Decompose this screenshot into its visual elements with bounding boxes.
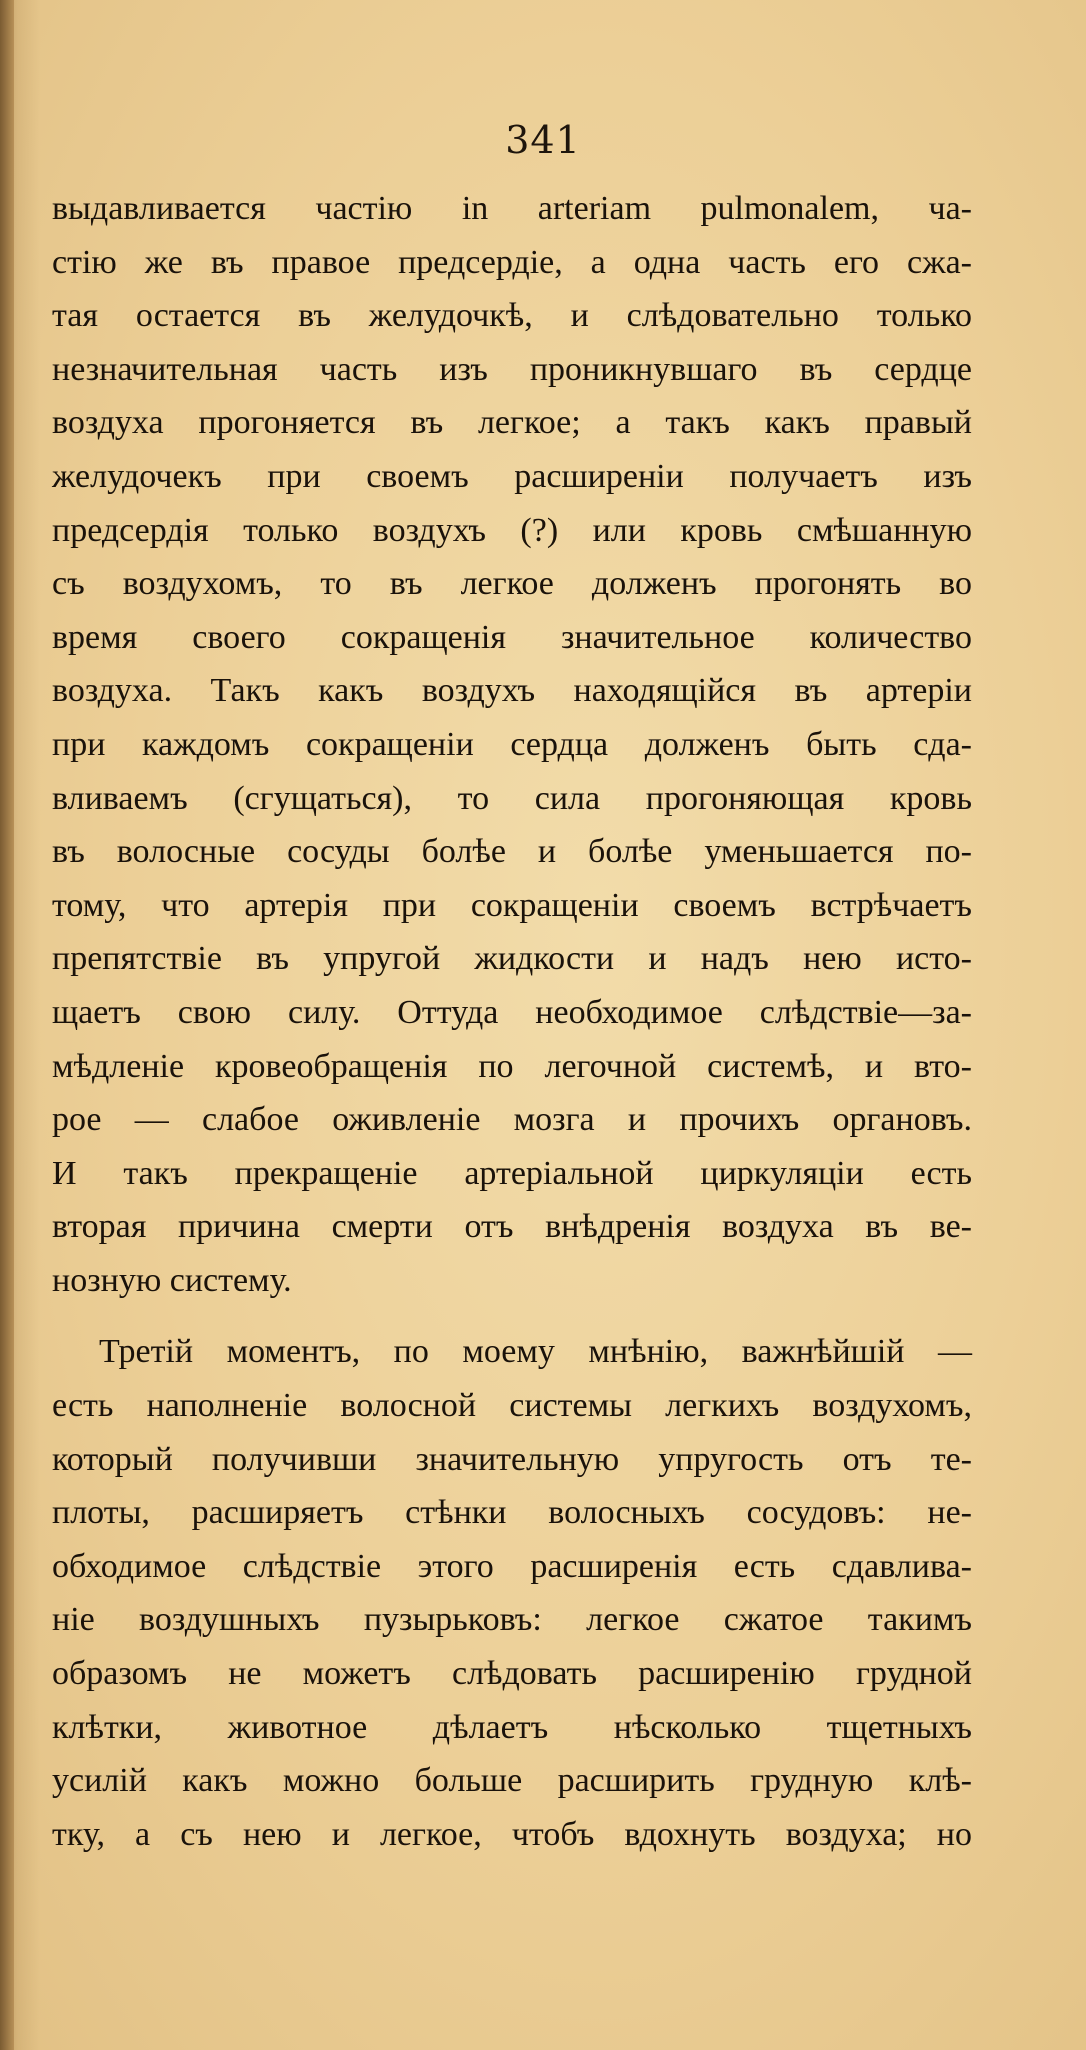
paragraph-gap — [52, 1307, 972, 1325]
text-line: съ воздухомъ, то въ легкое долженъ прогонять во — [52, 565, 972, 603]
text-line: плоты, расширяетъ стѣнки волосныхъ сосудовъ: не- — [52, 1494, 972, 1532]
text-line: воздуха. Такъ какъ воздухъ находящійся въ артеріи — [52, 672, 972, 710]
text-line: вливаемъ (сгущаться), то сила прогоняющая кровь — [52, 779, 972, 817]
text-line: усилій какъ можно больше расширить грудную клѣ- — [52, 1762, 972, 1800]
text-line: стію же въ правое предсердіе, а одна часть его сжа- — [52, 243, 972, 281]
text-line: обходимое слѣдствіе этого расширенія есть сдавлива- — [52, 1547, 972, 1585]
text-line: незначительная часть изъ проникнувшаго въ сердце — [52, 350, 972, 388]
text-line: при каждомъ сокращеніи сердца долженъ быть сда- — [52, 725, 972, 763]
text-line: желудочекъ при своемъ расширеніи получаетъ изъ — [52, 457, 972, 495]
text-line: Третій моментъ, по моему мнѣнію, важнѣйшій — — [99, 1333, 972, 1371]
text-line: ніе воздушныхъ пузырьковъ: легкое сжатое такимъ — [52, 1601, 972, 1639]
text-line: рое — слабое оживленіе мозга и прочихъ органовъ. — [52, 1101, 972, 1139]
text-line: тому, что артерія при сокращеніи своемъ встрѣчаетъ — [52, 886, 972, 924]
text-line: клѣтки, животное дѣлаетъ нѣсколько тщетныхъ — [52, 1708, 972, 1746]
paragraph — [52, 1325, 972, 1861]
text-line: тку, а съ нею и легкое, чтобъ вдохнуть воздуха; но — [52, 1815, 972, 1853]
text-line: предсердія только воздухъ (?) или кровь смѣшанную — [52, 511, 972, 549]
text-line: выдавливается частію in arteriam pulmonalem, ча- — [52, 190, 972, 227]
page-binding-edge — [0, 0, 14, 2050]
text-line: И такъ прекращеніе артеріальной циркуляціи есть — [52, 1154, 972, 1192]
text-line: нозную систему. — [52, 1261, 292, 1299]
text-line: воздуха прогоняется въ легкое; а такъ какъ правый — [52, 404, 972, 442]
text-line: вторая причина смерти отъ внѣдренія воздуха въ ве- — [52, 1208, 972, 1246]
page-number: 341 — [505, 118, 581, 162]
text-line: тая остается въ желудочкѣ, и слѣдовательно только — [52, 297, 972, 335]
text-line: который получивши значительную упругость отъ те- — [52, 1440, 972, 1478]
text-line: время своего сокращенія значительное количество — [52, 618, 972, 656]
text-line: образомъ не можетъ слѣдовать расширенію грудной — [52, 1655, 972, 1693]
paragraph — [52, 182, 972, 1307]
text-line: въ волосные сосуды болѣе и болѣе уменьшается по- — [52, 833, 972, 871]
page-body-text — [52, 182, 972, 1861]
text-line: препятствіе въ упругой жидкости и надъ нею исто- — [52, 940, 972, 978]
text-line: мѣдленіе кровеобращенія по легочной системѣ, и вто- — [52, 1047, 972, 1085]
text-line: есть наполненіе волосной системы легкихъ воздухомъ, — [52, 1387, 972, 1425]
text-line: щаетъ свою силу. Оттуда необходимое слѣдствіе—за- — [52, 993, 972, 1031]
